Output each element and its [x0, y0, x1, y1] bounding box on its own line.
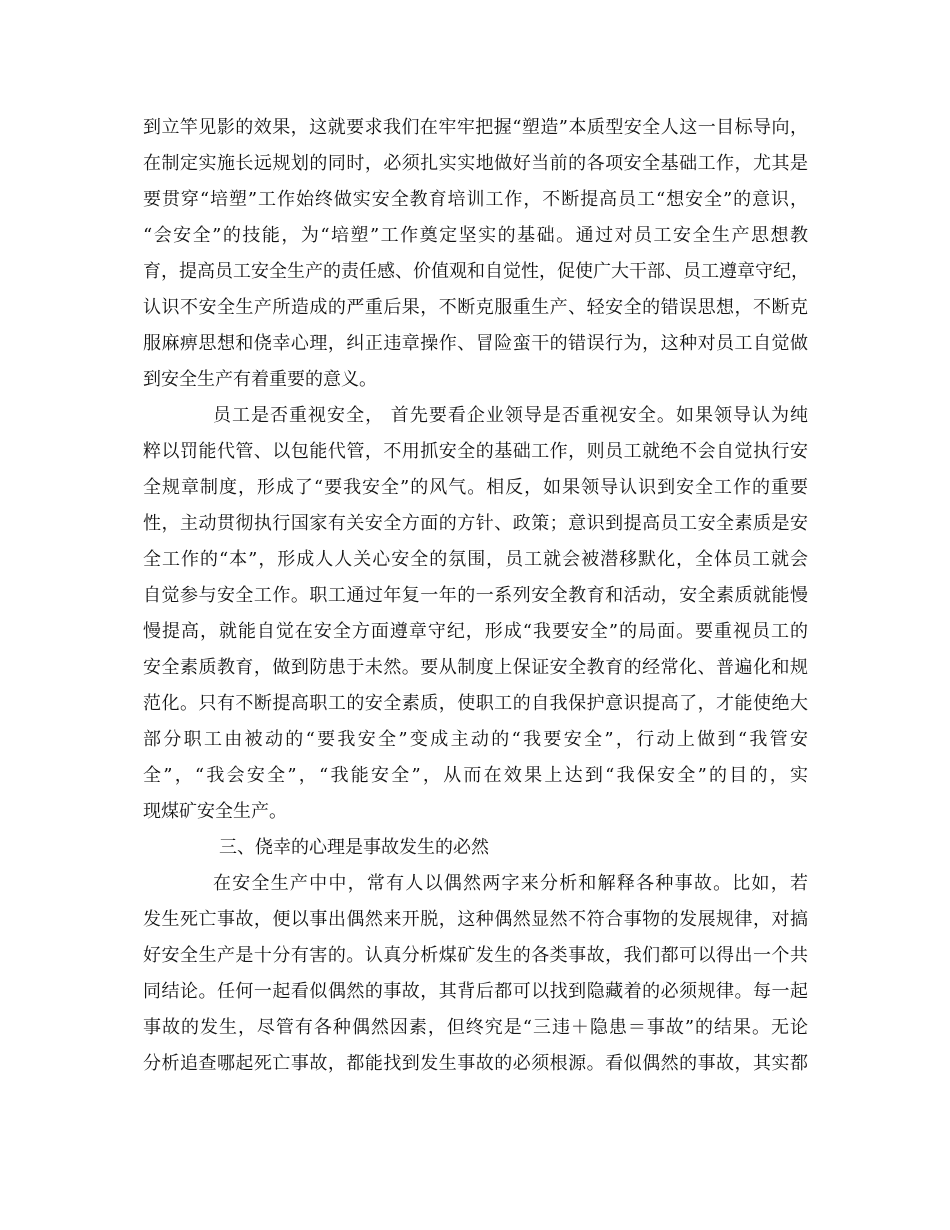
section-heading: 三、侥幸的心理是事故发生的必然	[219, 837, 489, 858]
text-line: 粹以罚能代管、以包能代管，不用抓安全的基础工作，则员工就绝不会自觉执行安	[143, 441, 808, 462]
text-line: 到立竿见影的效果，这就要求我们在牢牢把握“塑造”本质型安全人这一目标导向，	[143, 117, 808, 138]
text-line: 在制定实施长远规划的同时，必须扎实实地做好当前的各项安全基础工作，尤其是	[143, 153, 808, 174]
text-line: 同结论。任何一起看似偶然的事故，其背后都可以找到隐藏着的必须规律。每一起	[143, 981, 808, 1002]
text-line: 认识不安全生产所造成的严重后果，不断克服重生产、轻安全的错误思想，不断克	[143, 297, 808, 318]
text-line: 安全素质教育，做到防患于未然。要从制度上保证安全教育的经常化、普遍化和规	[143, 657, 808, 678]
text-line: 全”，“我会安全”，“我能安全”，从而在效果上达到“我保安全”的目的，实	[143, 765, 808, 786]
paragraph	[143, 110, 808, 398]
text-line: 在安全生产中中，常有人以偶然两字来分析和解释各种事故。比如，若	[213, 873, 808, 894]
text-line: 现煤矿安全生产。	[143, 801, 287, 822]
text-line: 服麻痹思想和侥幸心理，纠正违章操作、冒险蛮干的错误行为，这种对员工自觉做	[143, 333, 808, 354]
text-line: 部分职工由被动的“要我安全”变成主动的“我要安全”，行动上做到“我管安	[143, 729, 808, 750]
text-line: 分析追查哪起死亡事故，都能找到发生事故的必须根源。看似偶然的事故，其实都	[143, 1053, 808, 1074]
text-line: 范化。只有不断提高职工的安全素质，使职工的自我保护意识提高了，才能使绝大	[143, 693, 808, 714]
document-body	[143, 110, 808, 1082]
text-line: 自觉参与安全工作。职工通过年复一年的一系列安全教育和活动，安全素质就能慢	[143, 585, 808, 606]
text-line: 全工作的“本”，形成人人关心安全的氛围，员工就会被潜移默化，全体员工就会	[143, 549, 808, 570]
text-line: 好安全生产是十分有害的。认真分析煤矿发生的各类事故，我们都可以得出一个共	[143, 945, 808, 966]
text-line: 全规章制度，形成了“要我安全”的风气。相反，如果领导认识到安全工作的重要	[143, 477, 808, 498]
paragraph	[143, 398, 808, 830]
text-line: 事故的发生，尽管有各种偶然因素，但终究是“三违＋隐患＝事故”的结果。无论	[143, 1017, 808, 1038]
text-line: 育，提高员工安全生产的责任感、价值观和自觉性，促使广大干部、员工遵章守纪，	[143, 261, 809, 282]
text-line: 慢提高，就能自觉在安全方面遵章守纪，形成“我要安全”的局面。要重视员工的	[143, 621, 808, 642]
text-line: 发生死亡事故，便以事出偶然来开脱，这种偶然显然不符合事物的发展规律，对搞	[143, 909, 808, 930]
text-line: 到安全生产有着重要的意义。	[143, 369, 377, 390]
paragraph	[143, 866, 808, 1082]
text-line: 要贯穿“培塑”工作始终做实安全教育培训工作，不断提高员工“想安全”的意识，	[143, 189, 808, 210]
text-line: 性，主动贯彻执行国家有关安全方面的方针、政策；意识到提高员工安全素质是安	[143, 513, 808, 534]
text-line: “会安全”的技能，为“培塑”工作奠定坚实的基础。通过对员工安全生产思想教	[143, 225, 808, 246]
text-line: 员工是否重视安全， 首先要看企业领导是否重视安全。如果领导认为纯	[213, 405, 808, 426]
